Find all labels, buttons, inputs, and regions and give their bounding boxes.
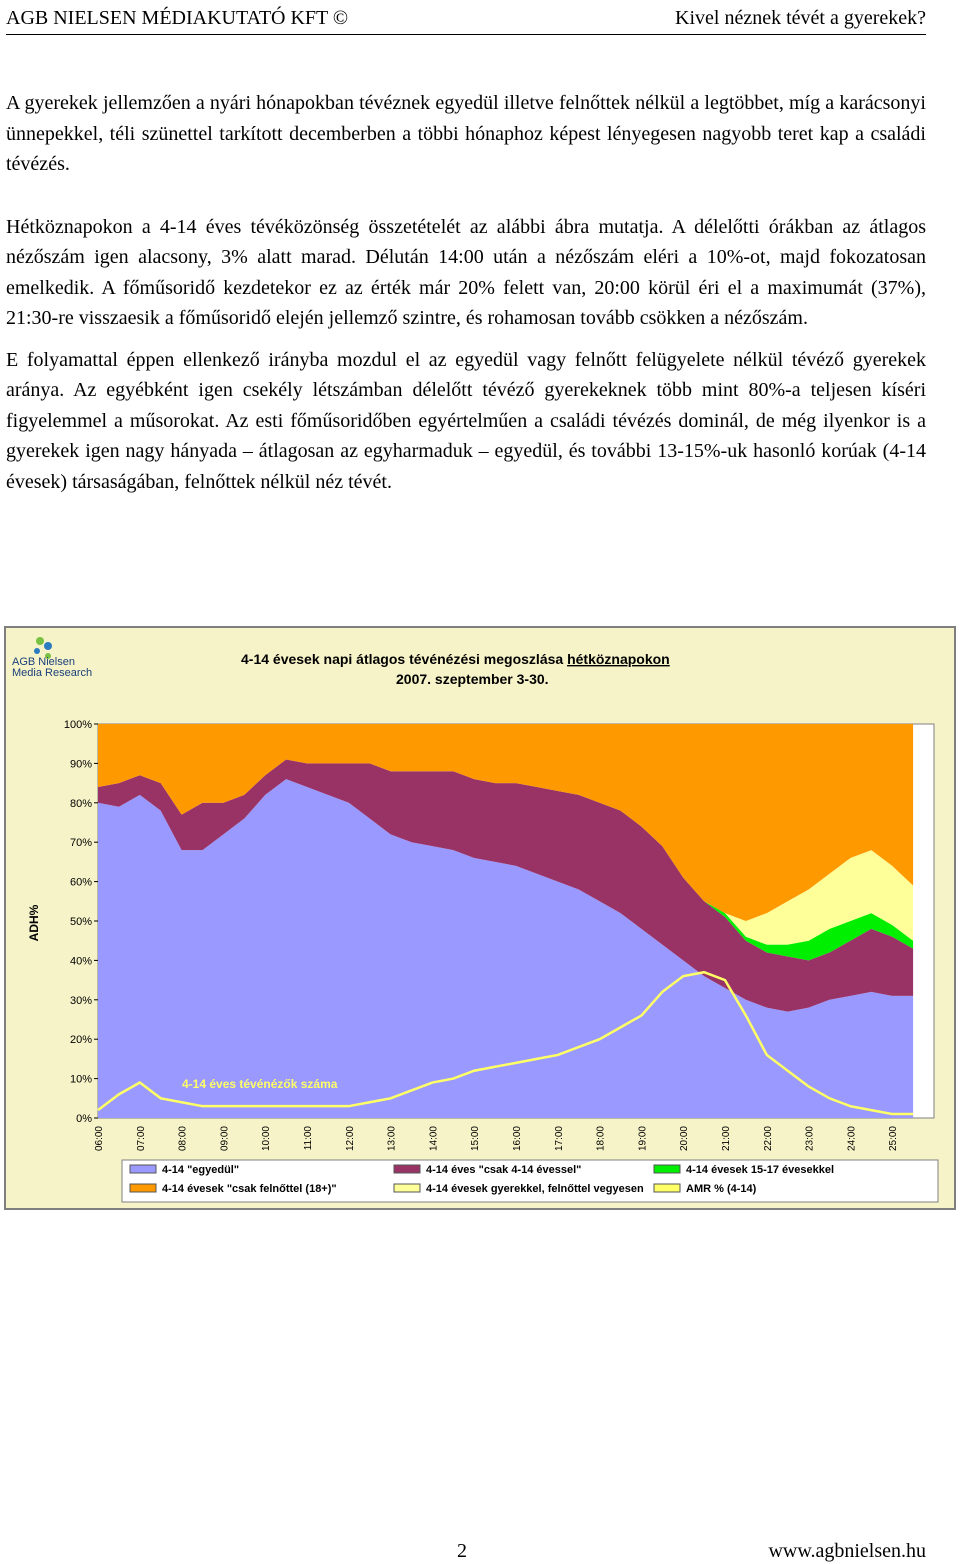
page-header	[6, 0, 926, 35]
legend-swatch	[394, 1184, 420, 1192]
y-tick-label: 50%	[69, 916, 92, 928]
logo-dot-icon	[34, 648, 40, 654]
legend-label: 4-14 évesek 15-17 évesekkel	[686, 1164, 835, 1176]
legend-swatch	[654, 1184, 680, 1192]
chart-title: 4-14 évesek napi átlagos tévénézési megoszlása hétköznapokon	[241, 651, 670, 667]
x-tick-label: 11:00	[303, 1126, 314, 1151]
area-series-group	[98, 724, 913, 1118]
header-right: Kivel néznek tévét a gyerekek?	[675, 7, 926, 29]
y-axis-ticks	[64, 719, 98, 1125]
chart-figure	[4, 626, 956, 1210]
x-tick-label: 20:00	[679, 1126, 691, 1152]
logo-dot-icon	[36, 637, 44, 645]
legend-swatch	[130, 1184, 156, 1192]
x-tick-label: 16:00	[512, 1126, 523, 1152]
legend-label: AMR % (4-14)	[686, 1183, 757, 1195]
x-tick-label: 21:00	[721, 1126, 732, 1152]
footer-url: www.agbnielsen.hu	[768, 1540, 926, 1562]
amr-annotation: 4-14 éves tévénézők száma	[182, 1077, 338, 1091]
x-tick-label: 25:00	[888, 1126, 900, 1152]
legend-swatch	[394, 1165, 420, 1173]
legend-label: 4-14 éves "csak 4-14 évessel"	[426, 1164, 582, 1176]
x-tick-label: 17:00	[553, 1126, 565, 1152]
y-tick-label: 60%	[69, 876, 92, 889]
x-tick-label: 18:00	[595, 1126, 607, 1152]
header-left: AGB NIELSEN MÉDIAKUTATÓ KFT ©	[6, 7, 349, 29]
paragraph-3: E folyamattal éppen ellenkező irányba mozdul el az egyedül vagy felnőtt felügyelete nélkül tévéző gyerekek aránya. Az egyébként igen csekély létszámban délelőtt tévéző gyerekeknek több mint 80%-a teljesen kíséri figyelemmel a műsorokat. Az esti főműsoridőben egyértelműen a családi tévézés dominál, de még ilyenkor is a gyerekek igen nagy hányada – átlagosan az egyharmaduk – egyedül, és további 13-15%-uk hasonló korúak (4-14 évesek) társaságában, felnőttek nélkül néz tévét.	[6, 348, 926, 493]
y-tick-label: 70%	[69, 837, 92, 850]
stacked-area-chart	[6, 628, 954, 1208]
x-tick-label: 08:00	[177, 1126, 189, 1152]
x-axis-ticks	[94, 1126, 899, 1151]
paragraph-2: Hétköznapokon a 4-14 éves tévéközönség összetételét az alábbi ábra mutatja. A délelőtti órákban az átlagos nézőszám igen alacsony, 3% alatt marad. Délután 14:00 után a nézőszám eléri a 10%-ot, majd fokozatosan emelkedik. A főműsoridő kezdetekor ez az érték már 20% felett van, 20:00 körül éri el a maximumát (37%), 21:30-re visszaesik a főműsoridő elején jellemző szintre, és rohamosan tovább csökken a nézőszám.	[6, 215, 926, 329]
legend-label: 4-14 évesek "csak felnőttel (18+)"	[162, 1183, 337, 1195]
paragraph-1: A gyerekek jellemzően a nyári hónapokban tévéznek egyedül illetve felnőttek nélkül a legtöbbet, míg a karácsonyi ünnepekkel, téli szünettel tarkított decemberben a többi hónaphoz képest lényegesen nagyobb teret kap a családi tévézés.	[6, 92, 926, 175]
x-tick-label: 12:00	[344, 1126, 356, 1152]
x-tick-label: 23:00	[804, 1126, 816, 1152]
logo-dot-icon	[44, 642, 52, 650]
x-tick-label: 10:00	[261, 1126, 273, 1152]
legend-swatch	[654, 1165, 680, 1173]
x-tick-label: 09:00	[219, 1126, 231, 1152]
y-tick-label: 80%	[69, 797, 92, 810]
y-tick-label: 10%	[69, 1073, 92, 1086]
x-tick-label: 19:00	[637, 1126, 649, 1152]
x-tick-label: 14:00	[428, 1126, 440, 1152]
y-tick-label: 20%	[69, 1034, 92, 1047]
agb-nielsen-logo	[12, 637, 92, 679]
y-tick-label: 0%	[76, 1113, 92, 1125]
x-tick-label: 24:00	[846, 1126, 858, 1152]
logo-line2: Media Research	[12, 667, 93, 679]
legend-swatch	[130, 1165, 156, 1173]
x-tick-label: 06:00	[94, 1126, 105, 1152]
x-tick-label: 13:00	[386, 1126, 398, 1152]
y-tick-label: 30%	[69, 994, 92, 1007]
page-number: 2	[457, 1540, 467, 1562]
legend-label: 4-14 évesek gyerekkel, felnőttel vegyesen	[426, 1183, 644, 1195]
y-tick-label: 40%	[69, 955, 92, 968]
y-tick-label: 100%	[63, 719, 92, 731]
y-axis-label: ADH%	[27, 904, 41, 942]
x-tick-label: 22:00	[762, 1126, 774, 1152]
y-tick-label: 90%	[69, 758, 92, 771]
x-tick-label: 07:00	[135, 1126, 147, 1152]
x-tick-label: 15:00	[470, 1126, 482, 1152]
body-text	[6, 88, 926, 508]
chart-subtitle: 2007. szeptember 3-30.	[396, 671, 549, 687]
logo-line1: AGB Nielsen	[12, 656, 75, 668]
legend-label: 4-14 "egyedül"	[162, 1164, 240, 1176]
